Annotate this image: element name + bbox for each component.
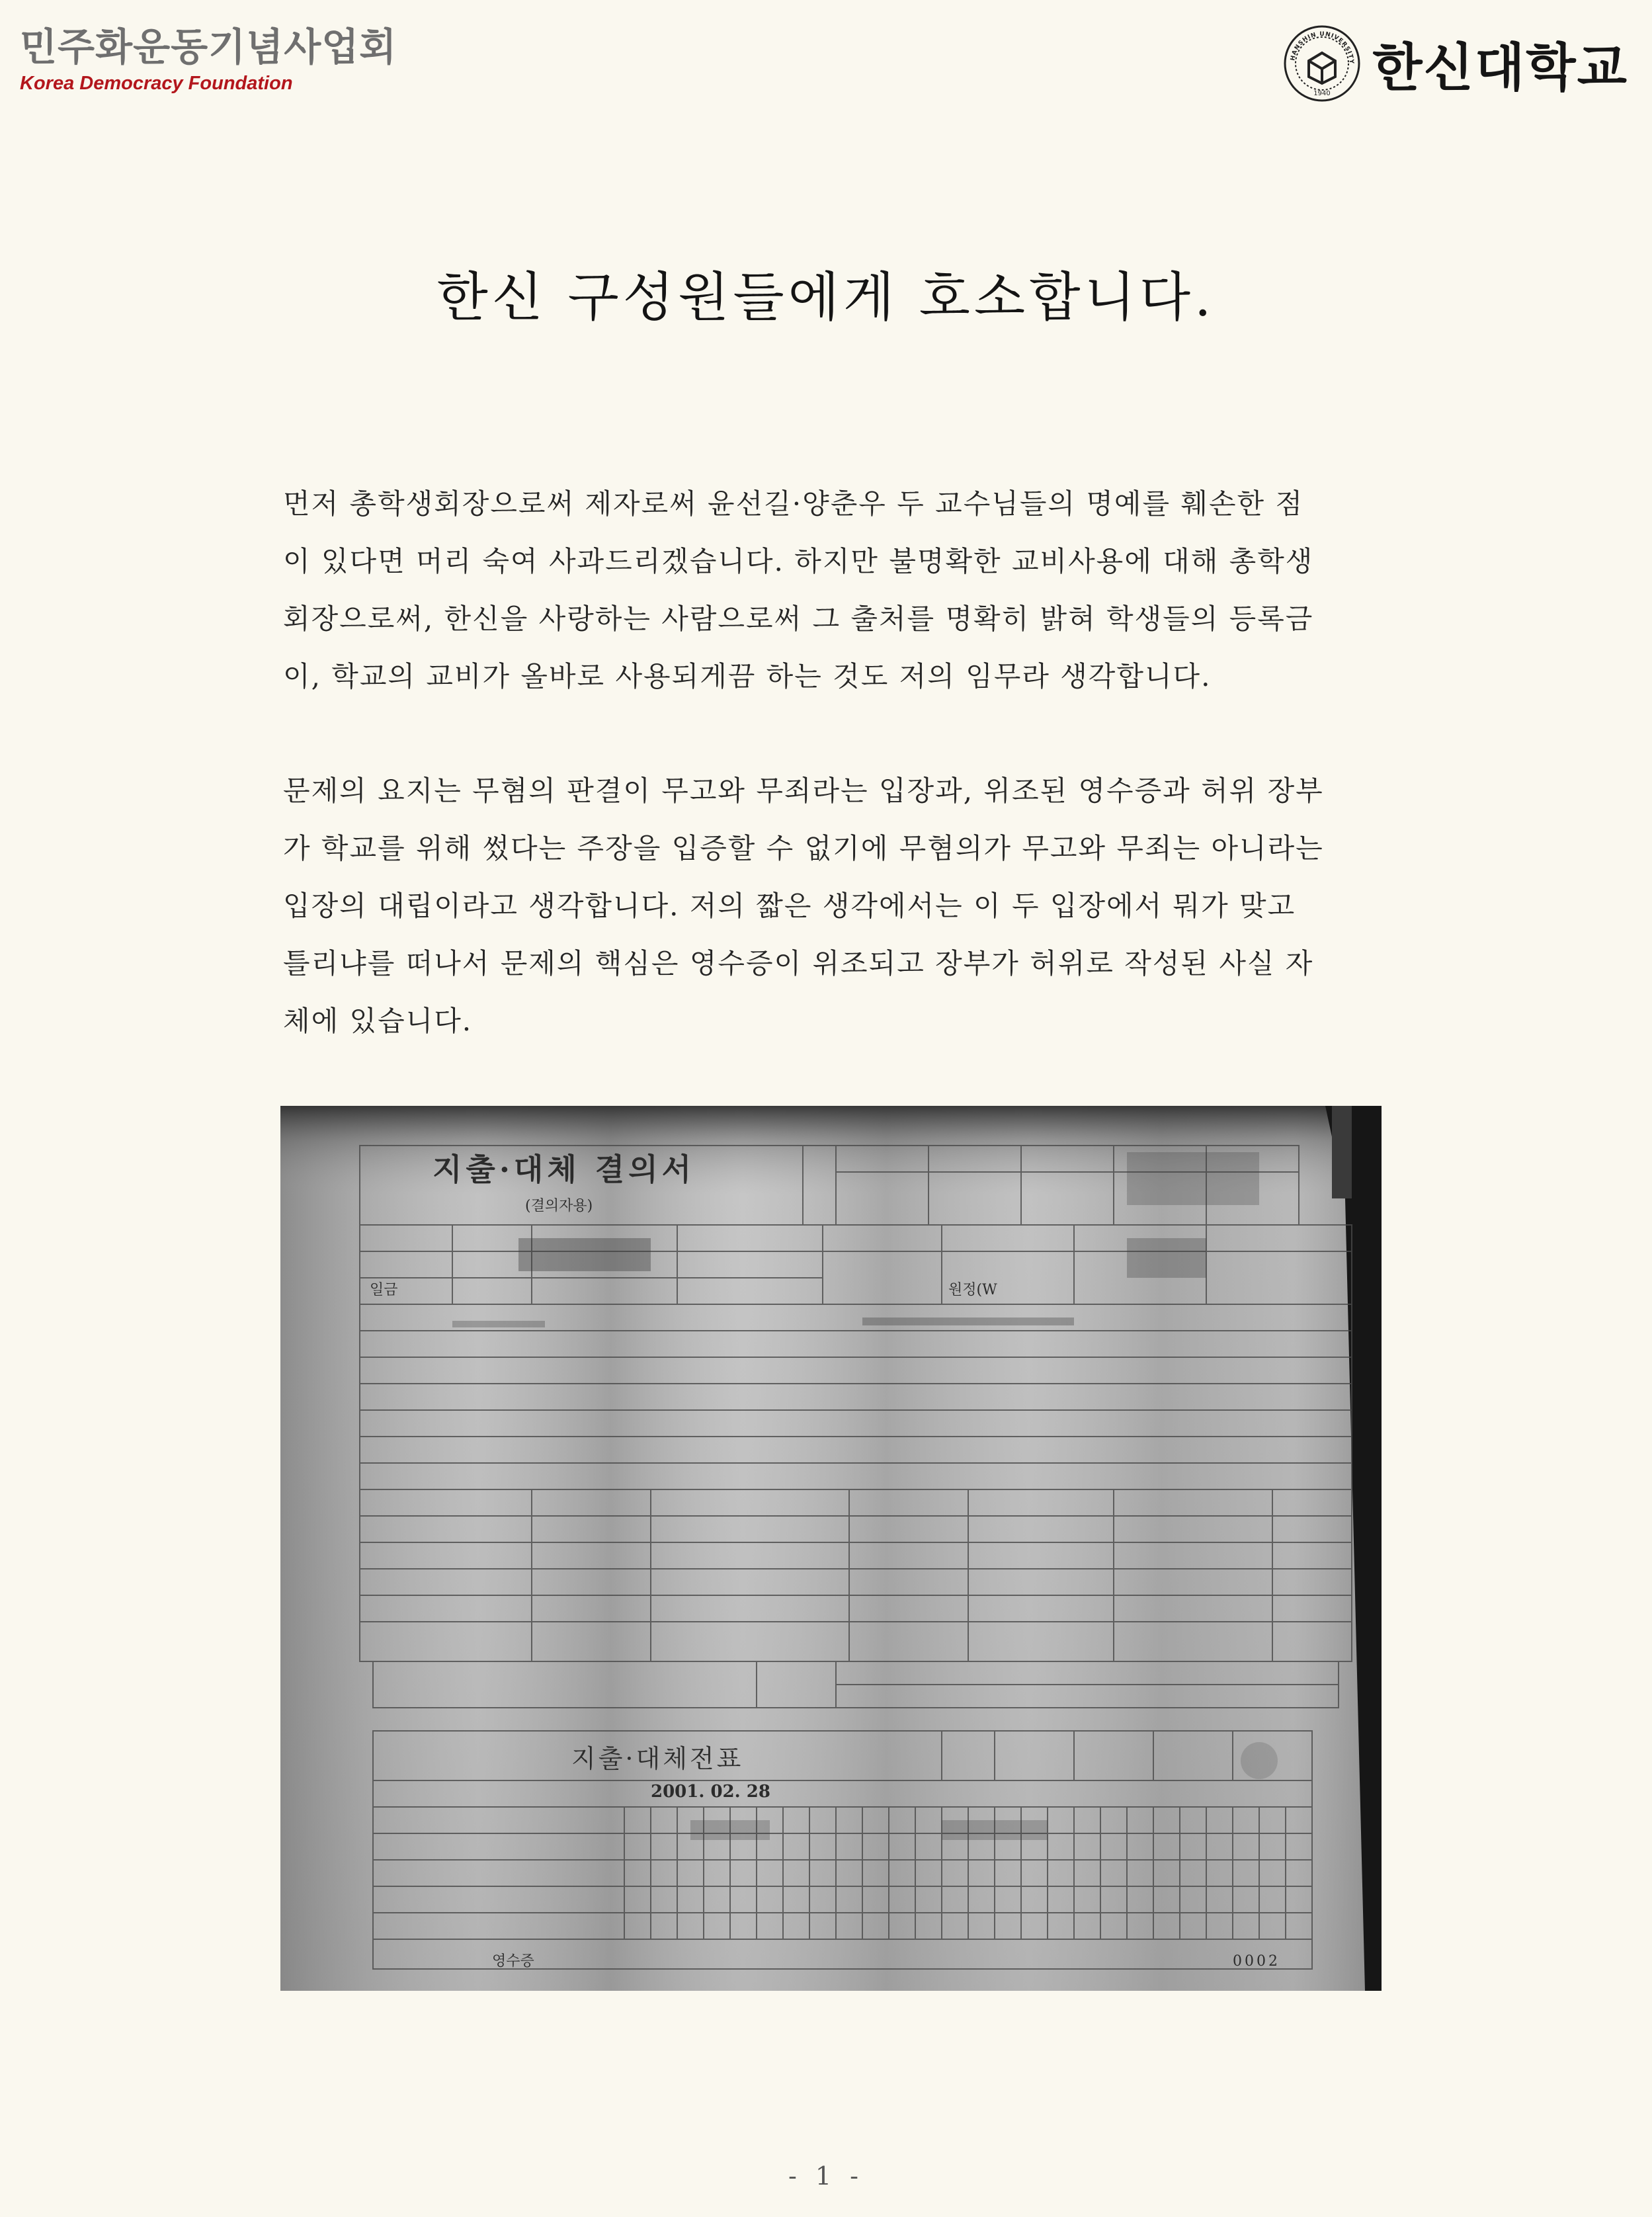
kdf-logo-korean: 민주화운동기념사업회	[20, 24, 397, 69]
kdf-logo-english: Korea Democracy Foundation	[20, 73, 293, 94]
page-number: - 1 -	[788, 2161, 864, 2191]
kdf-logo	[20, 25, 397, 95]
paragraph-line: 이, 학교의 교비가 올바로 사용되게끔 하는 것도 저의 임무라 생각합니다.	[283, 660, 1212, 692]
voucher-lower-form-title: 지출·대체전표	[571, 1744, 744, 1773]
paragraph-line: 회장으로써, 한신을 사랑하는 사람으로써 그 출처를 명확히 밝혀 학생들의 등록금	[283, 603, 1314, 635]
paragraph-2	[283, 762, 1427, 1050]
hanshin-seal-year: 1940	[1313, 90, 1331, 97]
svg-text:HANSHIN UNIVERSITY	[1290, 31, 1354, 64]
hanshin-logo	[1282, 24, 1628, 103]
hanshin-logo-name: 한신대학교	[1372, 38, 1628, 98]
voucher-serial: 0002	[1233, 1953, 1280, 1970]
paragraph-line: 먼저 총학생회장으로써 제자로써 윤선길·양춘우 두 교수님들의 명예를 훼손한 점	[283, 487, 1304, 520]
page-title: 한신 구성원들에게 호소합니다.	[436, 267, 1216, 328]
voucher-document-photo	[280, 1106, 1382, 1991]
hanshin-seal-text: HANSHIN UNIVERSITY	[1290, 30, 1355, 65]
voucher-amount-label: 일금	[370, 1282, 398, 1298]
paragraph-line: 틀리냐를 떠나서 문제의 핵심은 영수증이 위조되고 장부가 허위로 작성된 사실 자	[283, 947, 1314, 980]
voucher-receipt-label: 영수증	[492, 1953, 534, 1970]
paragraph-line: 문제의 요지는 무혐의 판결이 무고와 무죄라는 입장과, 위조된 영수증과 허위 장부	[283, 774, 1324, 807]
paragraph-line: 이 있다면 머리 숙여 사과드리겠습니다. 하지만 불명확한 교비사용에 대해 총학생	[283, 545, 1314, 577]
paragraph-line: 체에 있습니다.	[283, 1005, 473, 1037]
voucher-lower-form-date: 2001. 02. 28	[651, 1782, 770, 1802]
voucher-form-title: 지출·대체 결의서	[433, 1151, 696, 1187]
voucher-form-subtitle: (결의자용)	[525, 1198, 593, 1214]
hanshin-seal-icon	[1282, 24, 1362, 103]
paragraph-line: 입장의 대립이라고 생각합니다. 저의 짧은 생각에서는 이 두 입장에서 뭐가 맞고	[283, 890, 1296, 922]
paragraph-1	[283, 475, 1427, 705]
paragraph-line: 가 학교를 위해 썼다는 주장을 입증할 수 없기에 무혐의가 무고와 무죄는 아니라는	[283, 832, 1324, 864]
voucher-currency-label: 원정(W	[948, 1282, 997, 1298]
